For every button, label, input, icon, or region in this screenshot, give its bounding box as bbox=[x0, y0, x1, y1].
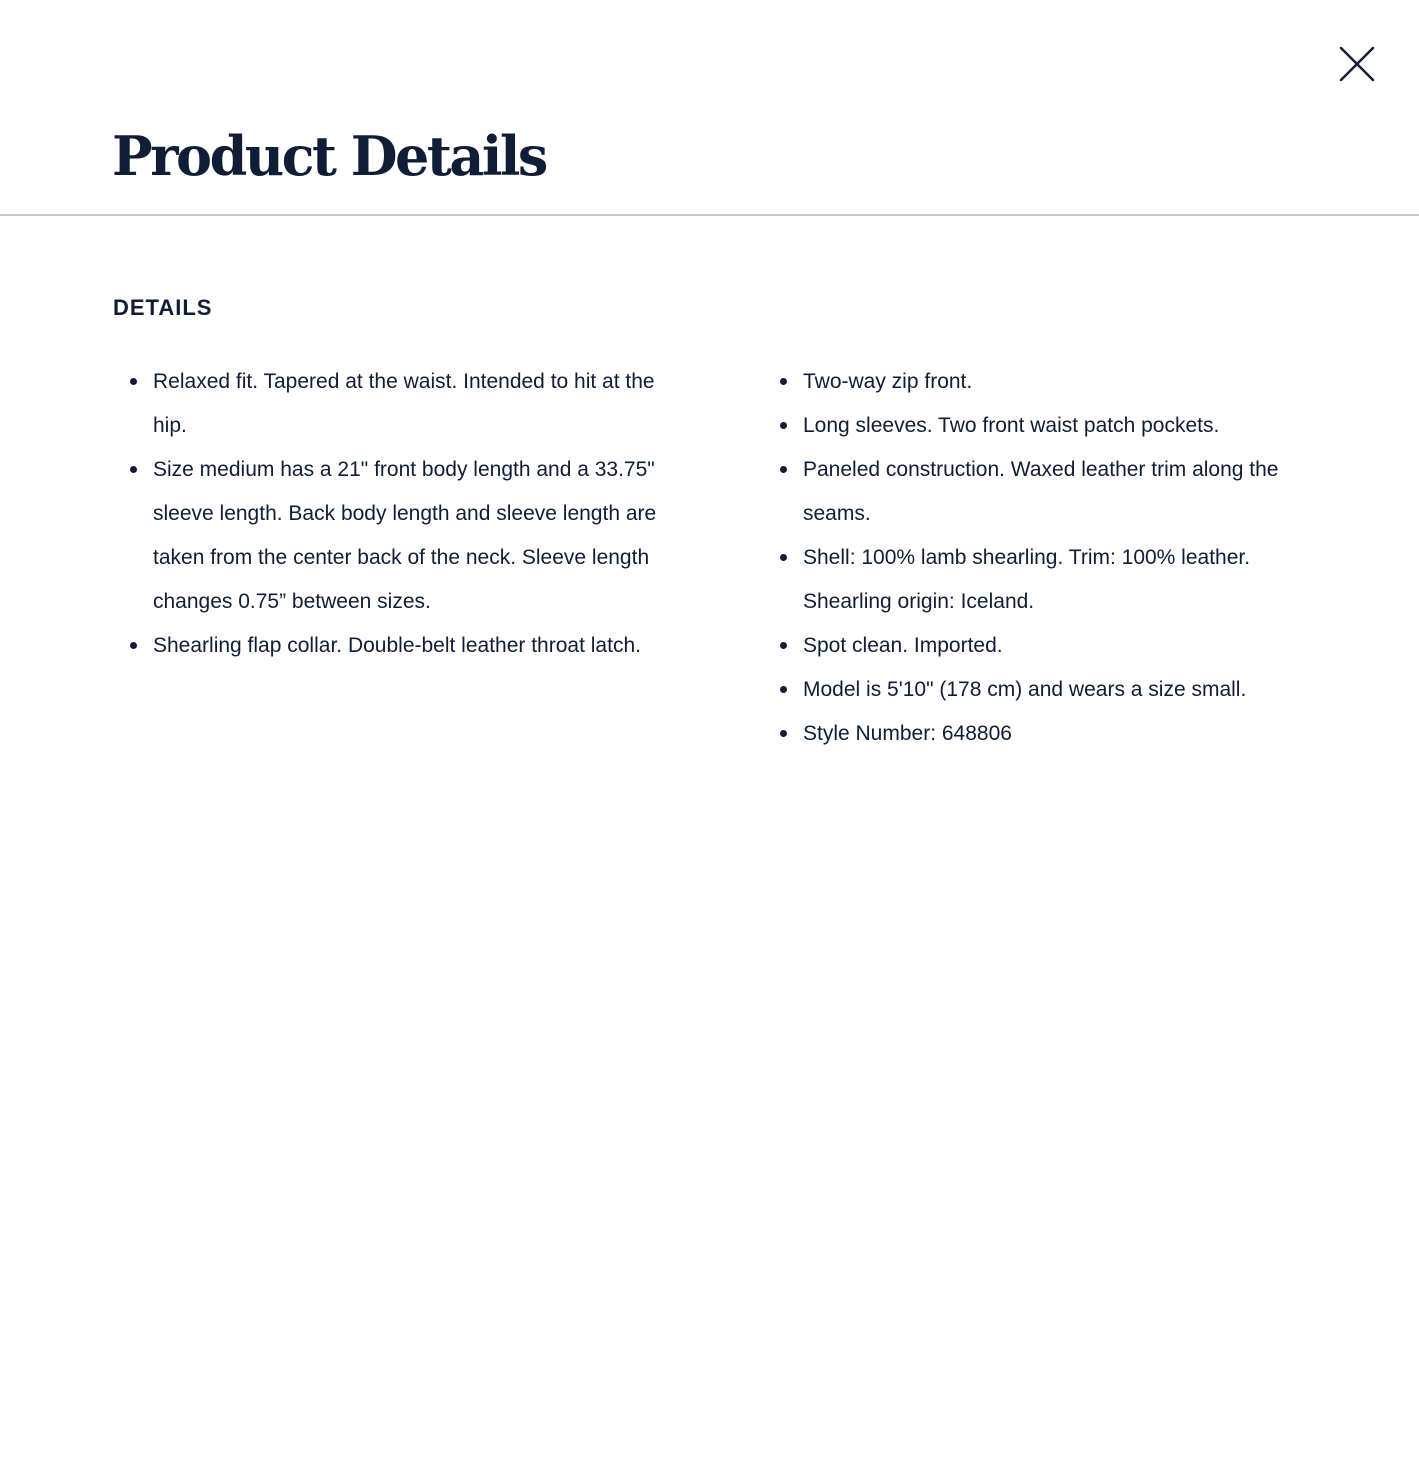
page-title: Product Details bbox=[112, 124, 546, 188]
list-item: Style Number: 648806 bbox=[803, 712, 1323, 756]
list-item: Size medium has a 21" front body length and a 33.75" sleeve length. Back body length and sleeve length are taken from the center back of the neck. Sleeve length changes 0.75” between sizes. bbox=[153, 448, 663, 624]
list-item: Model is 5'10" (178 cm) and wears a size small. bbox=[803, 668, 1323, 712]
close-icon bbox=[1333, 40, 1381, 88]
details-list-left bbox=[113, 360, 663, 668]
list-item: Paneled construction. Waxed leather trim along the seams. bbox=[803, 448, 1323, 536]
details-list-right bbox=[763, 360, 1323, 756]
list-item: Spot clean. Imported. bbox=[803, 624, 1323, 668]
list-item: Shearling flap collar. Double-belt leather throat latch. bbox=[153, 624, 663, 668]
details-heading: DETAILS bbox=[113, 295, 213, 320]
close-button[interactable] bbox=[1333, 40, 1381, 88]
modal-header bbox=[0, 0, 1419, 216]
list-item: Long sleeves. Two front waist patch pockets. bbox=[803, 404, 1323, 448]
list-item: Relaxed fit. Tapered at the waist. Intended to hit at the hip. bbox=[153, 360, 663, 448]
list-item: Shell: 100% lamb shearling. Trim: 100% leather. Shearling origin: Iceland. bbox=[803, 536, 1323, 624]
list-item: Two-way zip front. bbox=[803, 360, 1323, 404]
